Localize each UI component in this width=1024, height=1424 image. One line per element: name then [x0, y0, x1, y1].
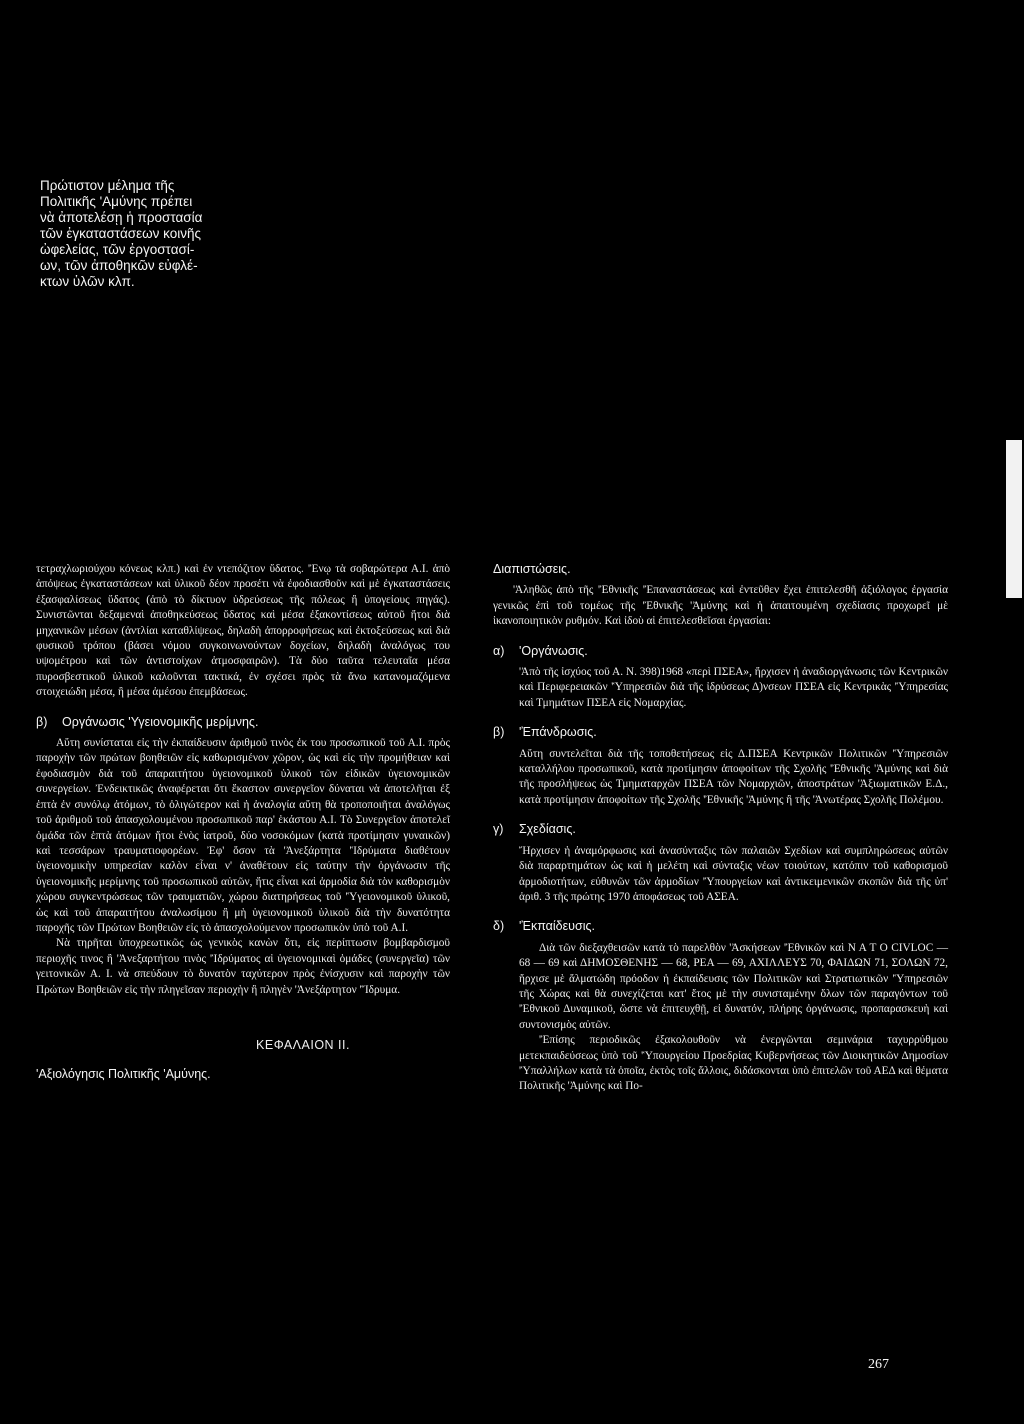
- section-heading-findings: Διαπιστώσεις.: [493, 562, 571, 576]
- section-heading-text: Οργάνωσις 'Υγειονομικῆς μερίμνης.: [62, 714, 259, 729]
- paragraph-planning: Ἤρχισεν ἡ ἀναμόρφωσις καὶ ἀνασύνταξις τῶν παλαιῶν Σχεδίων καὶ συμπληρώσεως αὐτῶν διὰ παραρτημάτων ὡς καὶ ἡ μελέτη καὶ σύνταξις νέων τοιούτων, κατόπιν τοῦ καθορισμοῦ ἁρμοδιοτήτων, εὐθυνῶν τῶν ἁρμοδίων 'Ὑπουργείων καὶ ἀντικειμενικῶν σκοπῶν διὰ τῆς ὑπ' ἀριθ. 3 τῆς πρώτης 1970 ἀποφάσεως τοῦ ΑΣΕΑ.: [519, 844, 948, 903]
- pull-quote-line: νὰ ἀποτελέσῃ ἡ προστασία: [40, 210, 203, 225]
- pull-quote-line: ὠφελείας, τῶν ἐργοστασί-: [40, 242, 195, 257]
- paragraph-training-exercises: Διὰ τῶν διεξαχθεισῶν κατὰ τὸ παρελθὸν 'Ἀσκήσεων 'Ἐθνικῶν καὶ Ν Α Τ Ο CIVLOC — 68 — 69 καὶ ΔΗΜΟΣΘΕΝΗΣ — 68, ΡΕΑ — 69, ΑΧΙΛΛΕΥΣ 70, ΦΑΙΔΩΝ 71, ΣΟΛΩΝ 72, ἤρχισε μὲ ἅλματώδη πρόοδον ἡ ἐκπαίδευσις τῶν Πολιτικῶν καὶ Στρατιωτικῶν 'Ὑπηρεσιῶν τῆς Χώρας καὶ θὰ συνεχίζεται κατ' ἔτος μὲ τὴν συνισταμένην ὅλων τῶν παραγόντων τοῦ 'Ἐθνικοῦ Δυναμικοῦ, ὥστε νὰ ἐπιτευχθῇ, εἰ δυνατόν, πλήρης ὀργάνωσις, προπαρασκευὴ καὶ συντονισμὸς αὐτῶν.: [519, 941, 948, 1031]
- paragraph-medical-care: Αὕτη συνίσταται εἰς τὴν ἐκπαίδευσιν ἀριθμοῦ τινὸς ἐκ του προσωπικοῦ τοῦ Α.Ι. πρὸς παροχὴν τῶν πρώτων βοηθειῶν εἰς καθωρισμένον χῶρον, ὡς καὶ εἰς τὴν προμήθειαν καὶ ἐφοδιασμὸν διὰ τοῦ ἀπαραιτήτου ὑγειονομικοῦ ὑλικοῦ τῶν εἰδικῶν ὑγειονομικῶν συνεργείων. Ἐνδεικτικῶς ἀναφέρεται ὅτι ἕκαστον συνεργεῖον δύναται νὰ ἀποτελῆται ἐξ ἑπτὰ ἐν συνόλῳ ἀτόμων, τὸ ὀλιγώτερον καὶ ἡ ἀναλογία αὕτη θὰ τροποποιῆται ἀναλόγως τοῦ ἀριθμοῦ τοῦ ἀπασχολουμένου προσωπικοῦ παρ' ἑκάστου Α.Ι. Τὸ Συνεργεῖον ἀποτελεῖ ὁμάδα τῶν ἑπτὰ ἀτόμων ἤτοι ἑνὸς ἰατροῦ, δύο νοσοκόμων (κατὰ προτίμησιν γυναικῶν) καὶ τεσσάρων τραυματιοφορέων. Ἐφ' ὅσον τὰ 'Ἀνεξάρτητα 'Ἱδρύματα διαθέτουν ὑγειονομικὴν υπηρεσίαν καλὸν εἶναι ν' ἀναθέτουν εἰς ταύτην τὴν ὀργάνωσιν τῆς ὑγειονομικῆς μερίμνης τοῦ προσωπικοῦ αὐτῶν, ἥτις εἶναι καὶ ἁρμοδία διὰ τὸν καθορισμὸν χώρου συγκεντρώσεως τῶν τραυματιῶν, χώρου διατηρήσεως τοῦ 'Ὑγειονομικοῦ ὑλικοῦ, ὡς καὶ τοῦ ἀπαραιτήτου ἀναλωσίμου ἢ μὴ ὑγειονομικοῦ ὑλικοῦ διὰ τὴν δυνατότητα παροχῆς τῶν Πρώτων Βοηθειῶν εἰς τὸ ἀπασχολούμενον προσωπικὸν ὑπὸ τοῦ Α.Ι.: [36, 737, 450, 934]
- section-heading-staffing: [493, 725, 948, 740]
- pull-quote: [40, 178, 245, 290]
- paragraph-training-seminars: 'Ἐπίσης περιοδικῶς ἐξακολουθοῦν νὰ ἐνεργῶνται σεμινάρια ταχυρρύθμου μετεκπαιδεύσεως ὑπὸ τοῦ 'Ὑπουργείου Προεδρίας Κυβερνήσεως τῶν Διοικητικῶν Δημοσίων 'Ὑπαλλήλων κατὰ τὰ ὁποῖα, ἐκτὸς τοῖς ἄλλοις, διδάσκονται ὑπὸ ἐπιτελῶν τοῦ ΑΕΔ καὶ θέματα Πολιτικῆς 'Ἀμύνης καὶ Πο-: [519, 1034, 948, 1093]
- paragraph-findings: 'Ἀληθῶς ἀπὸ τῆς 'Ἐθνικῆς 'Ἐπαναστάσεως καὶ ἐντεῦθεν ἔχει ἐπιτελεσθῆ ἀξιόλογος ἐργασία γενικῶς ἐπὶ τοῦ τομέως τῆς 'Ἐθνικῆς 'Ἀμύνης καὶ ἡ ἀπαιτουμένη σχεδίασις προχωρεῖ μὲ ἱκανοποιητικὸν ρυθμόν. Καὶ ἰδοὺ αἱ ἐπιτελεσθεῖσαι ἐργασίαι:: [493, 584, 948, 628]
- section-heading-organization: [493, 644, 948, 659]
- section-marker: δ): [493, 919, 505, 934]
- section-heading-planning: [493, 822, 948, 837]
- section-marker: β): [493, 725, 505, 740]
- section-heading-text: 'Οργάνωσις.: [519, 643, 588, 658]
- pull-quote-line: Πολιτικῆς 'Αμύνης πρέπει: [40, 194, 193, 209]
- section-marker: α): [493, 643, 505, 658]
- chapter-title: ΚΕΦΑΛΑΙΟΝ ΙΙ.: [256, 1037, 350, 1052]
- page-edge-mark: [1006, 440, 1022, 598]
- section-heading-text: 'Ἐκπαίδευσις.: [519, 919, 596, 934]
- section-heading-medical: [36, 715, 450, 730]
- pull-quote-line: Πρώτιστον μέλημα τῆς: [40, 178, 175, 193]
- pull-quote-line: τῶν ἐγκαταστάσεων κοινῆς: [40, 226, 202, 241]
- pull-quote-line: κτων ὑλῶν κλπ.: [40, 274, 135, 289]
- paragraph-fire-equipment: τετραχλωριούχου κόνεως κλπ.) καὶ ἐν ντεπόζιτον ὕδατος. 'Ἐνῳ τὰ σοβαρώτερα Α.Ι. ἀπὸ ἀπόψεως ἐγκαταστάσεων καὶ ὑλικοῦ δέον προσέτι νὰ ἐφοδιασθοῦν καὶ μὲ ἐγκαταστάσεις ἐξασφαλίσεως ὕδατος (ἀπὸ τὸ δίκτυον ὑδρεύσεως τῆς πόλεως ἢ ὑπογείους πηγάς). Συνιστῶνται δεξαμεναὶ ἀποθηκεύσεως ὕδατος καὶ μέσα ἐξακοντίσεως αὐτοῦ ἤτοι διὰ μηχανικῶν μέσων (ἀντλίαι καταθλίψεως, δηλαδὴ ἀπορροφήσεως καὶ ἐκτοξεύσεως καὶ διὰ φυσικοῦ τρόπου (βάσει νόμου συγκοινωνούντων δοχείων, δηλαδὴ ἀναλόγως του υψομέτρου καὶ τῶν ἀντιστοίχων ἀτμοσφαιρῶν). Τὰ δύο ταῦτα τελευταῖα μέσα πυροσβεστικοῦ ὑλικοῦ καλοῦνται τακτικά, ἐν σχέσει πρὸς τὰ ἄνω κατανομαζόμενα στοιχειώδη μέσα, ἢ μέσα ἀμέσου ἐπεμβάσεως.: [36, 563, 450, 699]
- paragraph-staffing: Αὕτη συντελεῖται διὰ τῆς τοποθετήσεως εἰς Δ.ΠΣΕΑ Κεντρικῶν Πολιτικῶν 'Ὑπηρεσιῶν καταλλήλου προσωπικοῦ, κατὰ προτίμησιν ἀποφοίτων τῆς Σχολῆς 'Ἐθνικῆς 'Ἀμύνης καὶ διὰ τῆς προσλήψεως ὡς Τμηματαρχῶν ΠΣΕΑ τῶν Νομαρχιῶν, ἀποστράτων 'Ἀξιωματικῶν Ε.Δ., κατὰ προτίμησιν ἀποφοίτων τῆς Σχολῆς 'Ἐθνικῆς 'Ἀμύνης ἢ τῆς 'Ἀνωτέρας Σχολῆς Πολέμου.: [519, 747, 948, 806]
- paragraph-organization: 'Ἀπὸ τῆς ἰσχύος τοῦ Α. Ν. 398)1968 «περὶ ΠΣΕΑ», ἤρχισεν ἡ ἀναδιοργάνωσις τῶν Κεντρικῶν καὶ Περιφερειακῶν 'Ὑπηρεσιῶν διὰ τῆς ἱδρύσεως Δ)νσεων ΠΣΕΑ εἰς Κεντρικὰς 'Ὑπηρεσίας καὶ Τμημάτων ΠΣΕΑ εἰς Νομαρχίας.: [519, 666, 948, 709]
- left-column: [36, 562, 450, 1089]
- section-marker: β): [36, 714, 48, 729]
- right-column: [493, 562, 948, 1095]
- section-heading-training: [493, 919, 948, 934]
- section-heading-text: 'Ἐπάνδρωσις.: [519, 725, 597, 740]
- page-number: 267: [868, 1357, 889, 1372]
- section-marker: γ): [493, 822, 504, 837]
- chapter-heading: 'Αξιολόγησις Πολιτικῆς 'Αμύνης.: [36, 1067, 211, 1082]
- paragraph-general-rule: Νὰ τηρῆται ὑποχρεωτικῶς ὡς γενικὸς κανὼν ὅτι, εἰς περίπτωσιν βομβαρδισμοῦ περιοχῆς τινος ἢ 'Ἀνεξαρτήτου τινὸς 'Ἱδρύματος αἱ ὑγειονομικαὶ ὁμάδες (συνεργεῖα) τῶν γειτονικῶν Α. Ι. νὰ σπεύδουν τὸ δυνατὸν ταχύτερον πρὸς ἐνίσχυσιν καὶ παροχὴν τῶν Πρώτων Βοηθειῶν εἰς τὴν πληγεῖσαν περιοχὴν ἢ πληγὲν 'Ἀνεξάρτητον 'Ἵδρυμα.: [36, 937, 450, 996]
- pull-quote-line: ων, τῶν ἀποθηκῶν εὐφλέ-: [40, 258, 198, 273]
- section-heading-text: Σχεδίασις.: [519, 822, 576, 837]
